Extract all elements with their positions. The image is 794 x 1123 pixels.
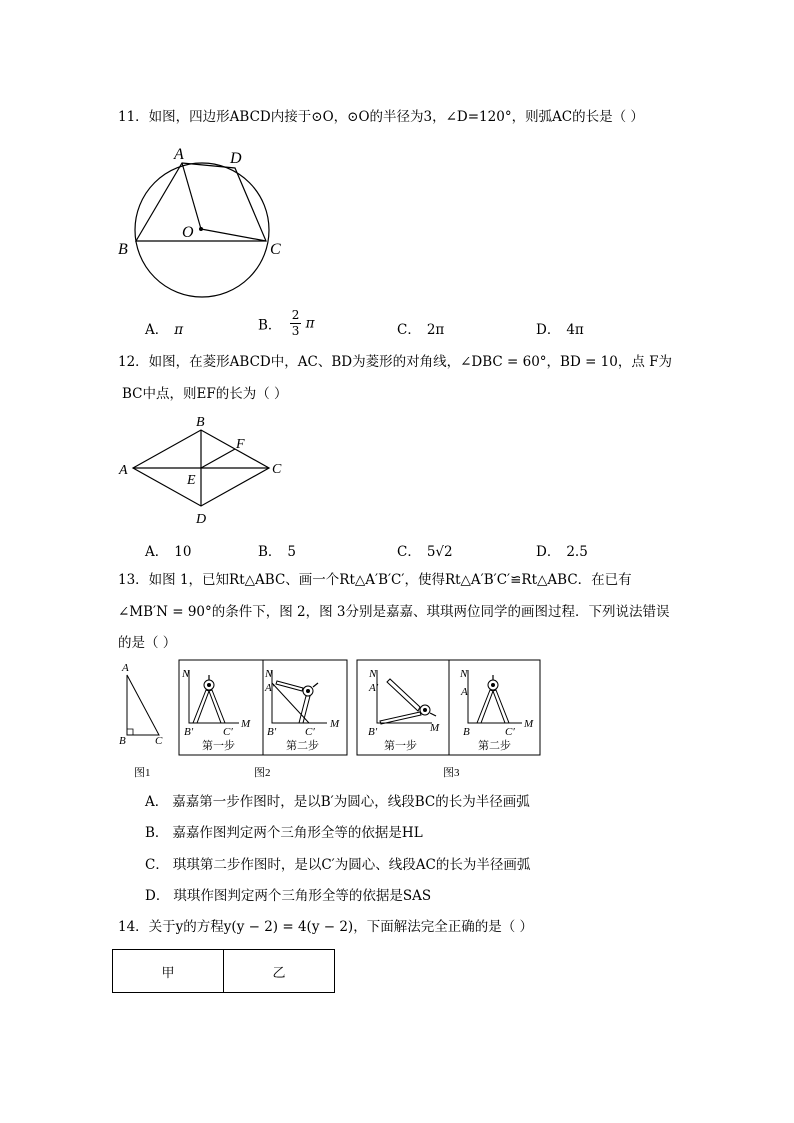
label-d: D [196, 512, 207, 527]
label-a: A [174, 146, 184, 163]
svg-text:B: B [463, 726, 470, 738]
segment-oa [182, 163, 201, 229]
svg-text:A: A [461, 686, 468, 698]
q14-solution-table [112, 949, 335, 993]
q12-option-a[interactable]: A． 10 [145, 544, 192, 560]
q13-stem-line1: 13．如图 1，已知Rt△ABC、画一个Rt△A′B′C′，使得Rt△A′B′C′≌Rt△ABC．在已有 [118, 572, 632, 588]
svg-text:A′: A′ [265, 682, 275, 694]
q13-figures [112, 655, 552, 785]
svg-text:N: N [460, 668, 468, 680]
fig1-caption: 图1 [134, 767, 151, 779]
q11-option-c[interactable]: C． 2π [397, 322, 445, 338]
svg-text:M: M [330, 718, 340, 730]
svg-text:N: N [369, 668, 377, 680]
segment-oc [201, 229, 266, 241]
fig3-step1-drawing [368, 668, 440, 752]
fig1-triangle [119, 662, 163, 747]
segment-ef [201, 449, 235, 468]
label-e: E [187, 473, 196, 488]
q12-option-b[interactable]: B． 5 [258, 544, 297, 560]
step-label: 第一步 [384, 740, 417, 752]
q13-option-a[interactable]: A． 嘉嘉第一步作图时，是以B′为圆心，线段BC的长为半径画弧 [145, 794, 530, 810]
svg-text:B: B [119, 735, 126, 747]
center-point [199, 227, 203, 231]
table-header-yi: 乙 [224, 950, 335, 993]
svg-text:M: M [241, 718, 251, 730]
q13-stem-line2: ∠MB′N = 90°的条件下，图 2，图 3分别是嘉嘉、琪琪两位同学的画图过程．下列说法错误 [118, 604, 670, 620]
svg-text:M: M [430, 722, 440, 734]
label-f: F [236, 437, 245, 452]
fig3-caption: 图3 [443, 767, 460, 779]
step-label: 第二步 [478, 740, 511, 752]
fig2-step2-drawing [264, 668, 340, 752]
svg-text:C′: C′ [305, 726, 315, 738]
q13-option-b[interactable]: B． 嘉嘉作图判定两个三角形全等的依据是HL [145, 825, 423, 841]
q13-option-d[interactable]: D． 琪琪作图判定两个三角形全等的依据是SAS [145, 888, 432, 904]
q11-stem: 11．如图，四边形ABCD内接于⊙O，⊙O的半径为3，∠D=120°，则弧AC的长是（ ） [118, 109, 644, 125]
q11-option-b[interactable]: B． $\frac{2}{3}$ π [258, 308, 315, 338]
label-c: C [272, 462, 282, 477]
svg-text:C′: C′ [223, 726, 233, 738]
svg-text:B′: B′ [267, 726, 277, 738]
svg-text:M: M [524, 718, 534, 730]
q14-stem: 14．关于y的方程y(y − 2) = 4(y − 2)，下面解法完全正确的是（ ） [118, 919, 533, 935]
label-b: B [196, 415, 205, 430]
step-label: 第二步 [286, 740, 319, 752]
q12-stem-line2: BC中点，则EF的长为（ ） [122, 386, 288, 402]
step-label: 第一步 [202, 740, 235, 752]
q12-stem-line1: 12．如图，在菱形ABCD中，AC、BD为菱形的对角线，∠DBC = 60°，BD = 10，点 F为 [118, 354, 673, 370]
q11-option-d[interactable]: D． 4π [536, 322, 584, 338]
label-b: B [118, 241, 128, 258]
label-c: C [270, 241, 281, 258]
svg-text:B′: B′ [184, 726, 194, 738]
q11-option-a[interactable]: A． π [145, 322, 184, 338]
svg-text:C: C [155, 735, 163, 747]
q12-option-c[interactable]: C． 5√2 [397, 544, 453, 560]
q11-figure [112, 140, 302, 310]
q12-option-d[interactable]: D． 2.5 [536, 544, 588, 560]
table-header-jia: 甲 [113, 950, 224, 993]
fig2-caption: 图2 [254, 767, 271, 779]
svg-text:B′: B′ [368, 726, 378, 738]
label-d: D [230, 150, 242, 167]
svg-text:A′: A′ [369, 682, 379, 694]
svg-text:N: N [265, 668, 273, 680]
svg-text:N: N [182, 668, 190, 680]
q13-stem-line3: 的是（ ） [118, 635, 177, 651]
fig2-step1-drawing [181, 668, 251, 752]
q13-option-c[interactable]: C． 琪琪第二步作图时，是以C′为圆心、线段AC的长为半径画弧 [145, 857, 531, 873]
label-a: A [119, 463, 128, 478]
svg-text:C′: C′ [505, 726, 515, 738]
svg-text:A: A [122, 662, 129, 674]
label-o: O [182, 224, 194, 241]
q12-figure [112, 410, 302, 530]
fig3-step2-drawing [459, 668, 534, 752]
